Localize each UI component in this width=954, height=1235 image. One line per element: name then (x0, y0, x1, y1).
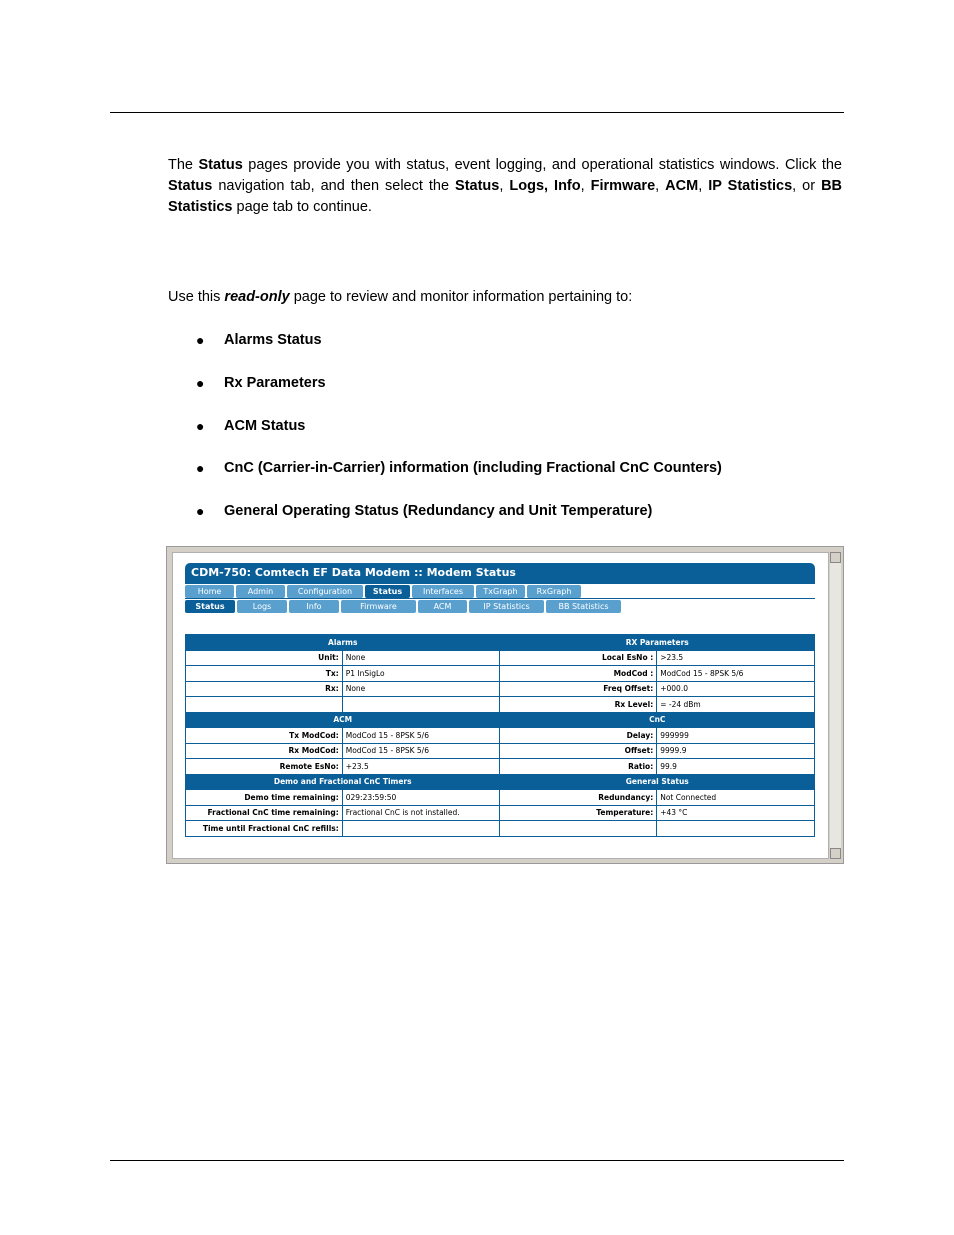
row-value: ModCod 15 - 8PSK 5/6 (342, 728, 500, 744)
row-label: Ratio: (500, 759, 657, 775)
row-value: +000.0 (657, 681, 815, 697)
row-value (342, 821, 500, 837)
row-label (186, 697, 343, 713)
status-table (185, 634, 815, 837)
bullet-icon: ● (196, 417, 205, 434)
row-label: Fractional CnC time remaining: (186, 805, 343, 821)
table-row (186, 805, 815, 821)
scroll-up-icon[interactable] (830, 552, 841, 563)
sub-tabs (185, 600, 621, 613)
scroll-down-icon[interactable] (830, 848, 841, 859)
acm-header: ACM (186, 712, 500, 728)
row-value: 999999 (657, 728, 815, 744)
row-label: Rx: (186, 681, 343, 697)
row-label (500, 821, 657, 837)
header-rule (110, 112, 844, 113)
row-label: Redundancy: (500, 790, 657, 806)
row-value (342, 697, 500, 713)
feature-list (196, 330, 722, 544)
row-value: 029:23:59:50 (342, 790, 500, 806)
row-value (657, 821, 815, 837)
row-value: P1 InSigLo (342, 666, 500, 682)
table-row (186, 697, 815, 713)
row-label: Freq Offset: (500, 681, 657, 697)
timers-header: Demo and Fractional CnC Timers (186, 774, 500, 790)
row-label: Remote EsNo: (186, 759, 343, 775)
subtab-ip-statistics[interactable]: IP Statistics (469, 600, 544, 613)
intro-readonly-paragraph: Use this read-only page to review and monitor information pertaining to: (168, 289, 633, 305)
tab-configuration[interactable]: Configuration (287, 585, 363, 598)
bullet-icon: ● (196, 503, 205, 520)
row-value: None (342, 681, 500, 697)
row-value: ModCod 15 - 8PSK 5/6 (342, 743, 500, 759)
modem-status-screenshot (166, 546, 844, 864)
general-status-header: General Status (500, 774, 815, 790)
row-value: ModCod 15 - 8PSK 5/6 (657, 666, 815, 682)
alarms-header: Alarms (186, 635, 500, 651)
row-label: Delay: (500, 728, 657, 744)
table-row (186, 790, 815, 806)
nav-divider (185, 598, 815, 599)
subtab-info[interactable]: Info (289, 600, 339, 613)
bullet-icon: ● (196, 374, 205, 391)
subtab-bb-statistics[interactable]: BB Statistics (546, 600, 621, 613)
row-label: Rx Level: (500, 697, 657, 713)
list-item: ● CnC (Carrier-in-Carrier) information (including Fractional CnC Counters) (196, 460, 722, 477)
row-value: 99.9 (657, 759, 815, 775)
table-row (186, 743, 815, 759)
nav-tabs (185, 585, 581, 598)
row-label: Local EsNo : (500, 650, 657, 666)
table-row (186, 681, 815, 697)
row-label: Time until Fractional CnC refills: (186, 821, 343, 837)
tab-interfaces[interactable]: Interfaces (412, 585, 474, 598)
row-value: >23.5 (657, 650, 815, 666)
section-header (186, 712, 815, 728)
table-row (186, 759, 815, 775)
row-value: +23.5 (342, 759, 500, 775)
table-row (186, 728, 815, 744)
subtab-acm[interactable]: ACM (418, 600, 467, 613)
row-label: Temperature: (500, 805, 657, 821)
list-item: ● ACM Status (196, 417, 306, 434)
subtab-status[interactable]: Status (185, 600, 235, 613)
footer-rule (110, 1160, 844, 1161)
table-row (186, 650, 815, 666)
row-value: Fractional CnC is not installed. (342, 805, 500, 821)
tab-rxgraph[interactable]: RxGraph (527, 585, 581, 598)
tab-admin[interactable]: Admin (236, 585, 285, 598)
title-divider (185, 583, 815, 584)
rx-parameters-header: RX Parameters (500, 635, 815, 651)
row-label: Offset: (500, 743, 657, 759)
tab-status[interactable]: Status (365, 585, 410, 598)
table-row (186, 821, 815, 837)
vertical-scrollbar[interactable] (830, 552, 841, 859)
tab-home[interactable]: Home (185, 585, 234, 598)
browser-viewport (172, 552, 829, 859)
section-header (186, 774, 815, 790)
cnc-header: CnC (500, 712, 815, 728)
list-item: ● Rx Parameters (196, 374, 326, 391)
row-label: Tx ModCod: (186, 728, 343, 744)
row-label: Rx ModCod: (186, 743, 343, 759)
row-value: +43 °C (657, 805, 815, 821)
intro-paragraph: The Status pages provide you with status, event logging, and operational statistics windows. Click the Status navigation tab, and then select the Status, Logs, Info, Firmware, ACM, IP Statistics, or BB Statistics page tab to continue. (168, 157, 843, 215)
list-item: ● Alarms Status (196, 332, 322, 348)
app-title: CDM-750: Comtech EF Data Modem :: Modem Status (185, 563, 815, 583)
row-value: = -24 dBm (657, 697, 815, 713)
section-header (186, 635, 815, 651)
list-item: ● General Operating Status (Redundancy and Unit Temperature) (196, 503, 653, 520)
row-value: 9999.9 (657, 743, 815, 759)
row-value: Not Connected (657, 790, 815, 806)
row-label: Unit: (186, 650, 343, 666)
tab-txgraph[interactable]: TxGraph (476, 585, 525, 598)
subtab-firmware[interactable]: Firmware (341, 600, 416, 613)
row-value: None (342, 650, 500, 666)
row-label: ModCod : (500, 666, 657, 682)
bullet-icon: ● (196, 460, 205, 477)
bullet-icon: ● (196, 332, 205, 348)
table-row (186, 666, 815, 682)
row-label: Tx: (186, 666, 343, 682)
subtab-logs[interactable]: Logs (237, 600, 287, 613)
row-label: Demo time remaining: (186, 790, 343, 806)
